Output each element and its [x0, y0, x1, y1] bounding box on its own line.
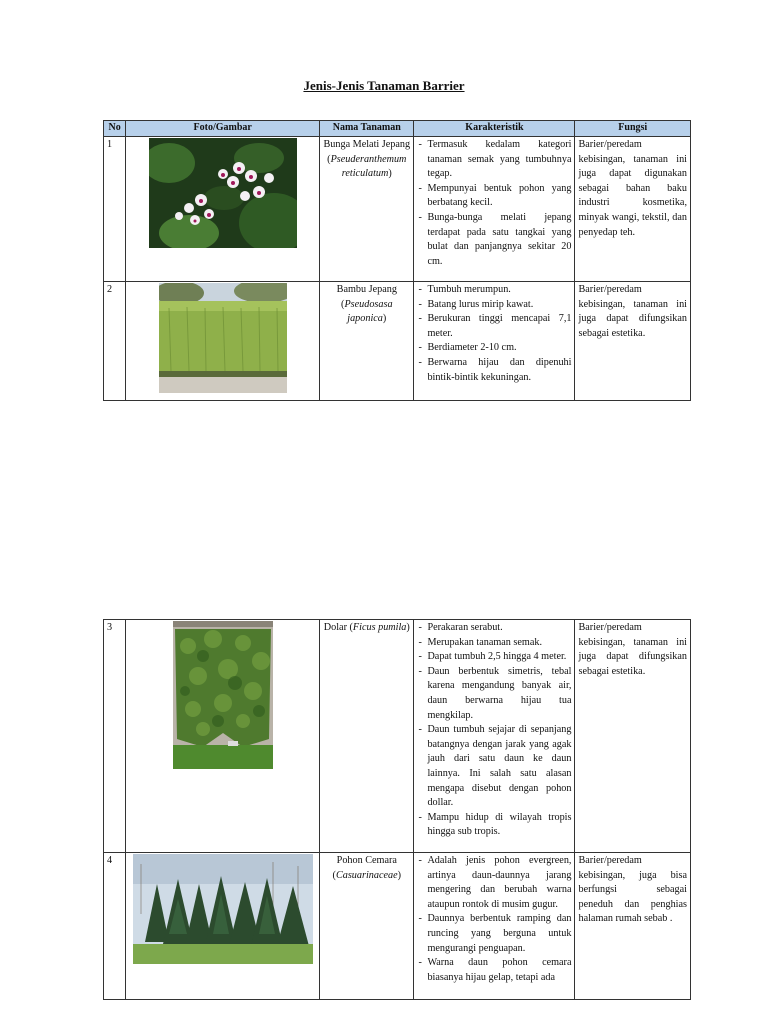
photo-cell — [126, 282, 320, 401]
table-row — [104, 282, 691, 401]
bamboo-hedge-photo — [159, 283, 287, 393]
characteristics-cell — [414, 620, 575, 853]
header-karakteristik: Karakteristik — [414, 121, 575, 137]
characteristic-item: - Berwarna hijau dan dipenuhi bintik-bintik kekuningan. — [417, 356, 571, 385]
plant-latin-name: Pseudosasa japonica — [344, 298, 393, 325]
characteristic-item: - Berdiameter 2-10 cm. — [417, 341, 571, 356]
plant-common-name: Bambu Jepang — [336, 284, 397, 295]
characteristic-item: - Batang lurus mirip kawat. — [417, 298, 571, 313]
table-row — [104, 620, 691, 853]
characteristic-item: - Berukuran tinggi mencapai 7,1 meter. — [417, 312, 571, 341]
plant-table-page-2 — [103, 619, 691, 1000]
characteristic-item: - Adalah jenis pohon evergreen, artinya daun-daunnya jarang mengering dan berubah warna ataupun rontok di musim gugur. — [417, 854, 571, 912]
row-number: 4 — [104, 853, 126, 1000]
characteristic-item: - Dapat tumbuh 2,5 hingga 4 meter. — [417, 650, 571, 665]
function-cell: Barier/peredam kebisingan, tanaman ini juga dapat digunakan sebagai bahan baku industri kosmetika, minyak wangi, tekstil, dan penyedap teh. — [575, 137, 691, 282]
plant-latin-name: Ficus pumila — [352, 622, 407, 633]
characteristic-item: - Termasuk kedalam kategori tanaman semak yang tumbuhnya tegap. — [417, 138, 571, 182]
characteristic-item: - Warna daun pohon cemara biasanya hijau gelap, tetapi ada — [417, 956, 571, 985]
photo-cell — [126, 137, 320, 282]
row-number: 3 — [104, 620, 126, 853]
header-fungsi: Fungsi — [575, 121, 691, 137]
header-no: No — [104, 121, 126, 137]
photo-cell — [126, 853, 320, 1000]
plant-name-cell: Bambu Jepang (Pseudosasa japonica) — [320, 282, 414, 401]
characteristic-item: - Bunga-bunga melati jepang terdapat pada satu tangkai yang bulat dan panjangnya sekitar 20 cm. — [417, 211, 571, 269]
characteristic-item: - Mampu hidup di wilayah tropis hingga sub tropis. — [417, 811, 571, 840]
plant-name-cell: Pohon Cemara (Casuarinaceae) — [320, 853, 414, 1000]
plant-common-name: Bunga Melati Jepang — [323, 139, 411, 150]
characteristic-item: - Daun tumbuh sejajar di sepanjang batangnya dengan jarak yang agak jauh dari satu daun ke daun lainnya. Ini salah satu alasan mengapa disebut dengan pohon dollar. — [417, 723, 571, 811]
ivy-wall-photo — [173, 621, 273, 769]
function-cell: Barier/peredam kebisingan, juga bisa berfungsi sebagai peneduh dan penghias halaman rumah sebab . — [575, 853, 691, 1000]
characteristic-item: - Perakaran serabut. — [417, 621, 571, 636]
table-row — [104, 137, 691, 282]
page-title: Jenis-Jenis Tanaman Barrier — [303, 78, 465, 93]
function-cell: Barier/peredam kebisingan, tanaman ini juga dapat difungsikan sebagai estetika. — [575, 620, 691, 853]
table-row — [104, 853, 691, 1000]
plant-name-cell: Dolar (Ficus pumila) — [320, 620, 414, 853]
characteristic-item: - Daunnya berbentuk ramping dan runcing yang berguna untuk mengurangi penguapan. — [417, 912, 571, 956]
characteristics-cell — [414, 853, 575, 1000]
characteristics-cell — [414, 282, 575, 401]
row-number: 2 — [104, 282, 126, 401]
white-pink-flowers-photo — [149, 138, 297, 248]
plant-latin-name: Pseuderanthemum reticulatum — [330, 153, 407, 180]
plant-table-page-1 — [103, 120, 691, 401]
function-cell: Barier/peredam kebisingan, tanaman ini juga dapat difungsikan sebagai estetika. — [575, 282, 691, 401]
plant-common-name: Pohon Cemara — [336, 855, 397, 866]
plant-common-name: Dolar — [323, 622, 347, 633]
spruce-row-photo — [133, 854, 313, 964]
plant-latin-name: Casuarinaceae — [335, 869, 398, 881]
header-nama: Nama Tanaman — [320, 121, 414, 137]
table-header-row — [104, 121, 691, 137]
header-foto: Foto/Gambar — [126, 121, 320, 137]
characteristic-item: - Tumbuh merumpun. — [417, 283, 571, 298]
plant-name-cell: Bunga Melati Jepang (Pseuderanthemum reticulatum) — [320, 137, 414, 282]
characteristics-cell — [414, 137, 575, 282]
characteristic-item: - Merupakan tanaman semak. — [417, 636, 571, 651]
row-number: 1 — [104, 137, 126, 282]
characteristic-item: - Mempunyai bentuk pohon yang berbatang kecil. — [417, 182, 571, 211]
characteristic-item: - Daun berbentuk simetris, tebal karena mengandung banyak air, daun berwarna hijau tua mengkilap. — [417, 665, 571, 723]
photo-cell — [126, 620, 320, 853]
